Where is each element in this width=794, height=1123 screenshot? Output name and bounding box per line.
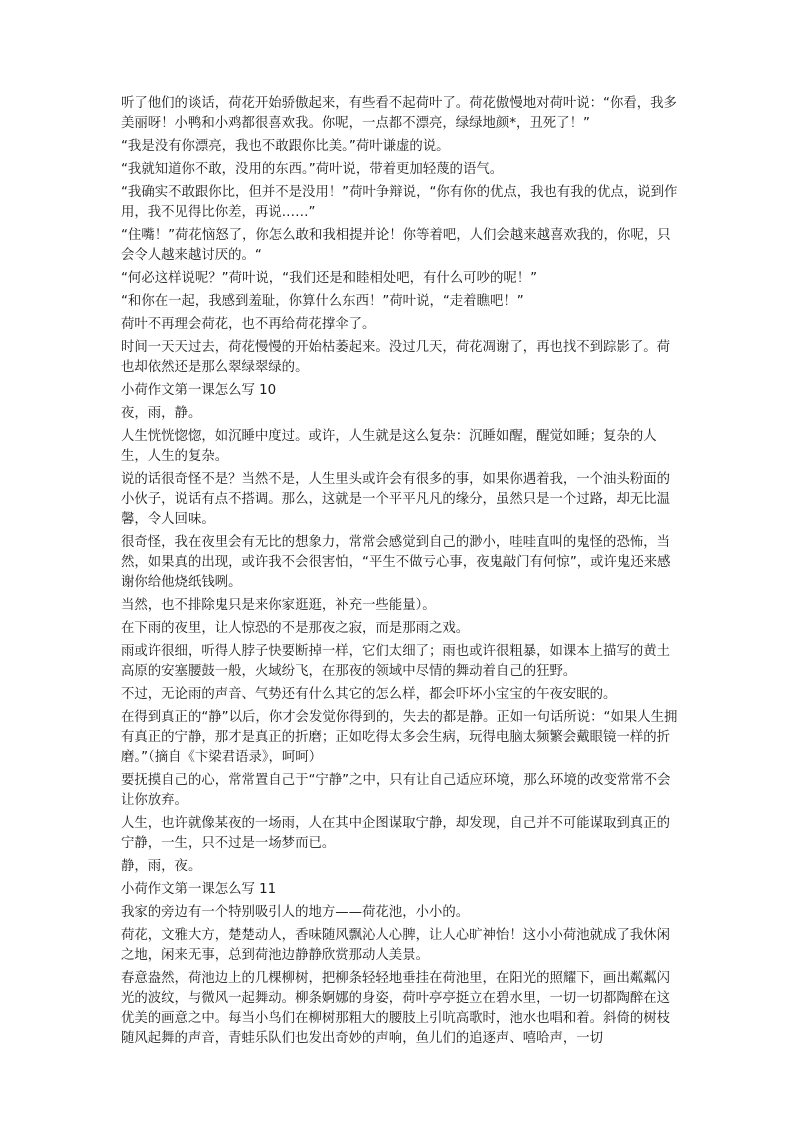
paragraph: 要抚摸自己的心，常常置自己于“宁静”之中，只有让自己适应环境，那么环境的改变常常不会让你放弃。 — [121, 773, 671, 808]
paragraph: 不过，无论雨的声音、气势还有什么其它的怎么样，都会吓坏小宝宝的午夜安眠的。 — [121, 687, 617, 702]
paragraph: 在得到真正的“静”以后，你才会发觉你得到的，失去的都是静。正如一句话所说：“如果人生拥有真正的宁静，那才是真正的折磨；正如吃得太多会生病，玩得电脑太频繁会戴眼镜一样的折磨。”（摘自《卞梁君语录》，呵呵） — [121, 710, 678, 765]
paragraph: 我家的旁边有一个特别吸引人的地方——荷花池，小小的。 — [121, 905, 470, 920]
paragraph: “我就知道你不敢，没用的东西。”荷叶说，带着更加轻蔑的语气。 — [121, 162, 504, 177]
paragraph: 荷花，文雅大方，楚楚动人，香味随风飘沁人心脾，让人心旷神怡！这小小荷池就成了我休闲之地，闲来无事，总到荷池边静静欣赏那动人美景。 — [121, 928, 671, 963]
paragraph: 荷叶不再理会荷花，也不再给荷花撑伞了。 — [121, 317, 376, 332]
paragraph: 时间一天天过去，荷花慢慢的开始枯萎起来。没过几天，荷花凋谢了，再也找不到踪影了。荷也却依然还是那么翠绿翠绿的。 — [121, 340, 671, 375]
paragraph: “我是没有你漂亮，我也不敢跟你比美。”荷叶谦虚的说。 — [121, 139, 450, 154]
paragraph: 静，雨，夜。 — [121, 859, 202, 874]
section-heading: 小荷作文第一课怎么写 11 — [121, 882, 277, 897]
paragraph: 夜，雨，静。 — [121, 406, 202, 421]
paragraph: 当然，也不排除鬼只是来你家逛逛，补充一些能量）。 — [121, 598, 436, 613]
paragraph: 说的话很奇怪不是？当然不是，人生里头或许会有很多的事，如果你遇着我，一个油头粉面的小伙子，说话有点不搭调。那么，这就是一个平平凡凡的缘分，虽然只是一个过路，却无比温馨，令人回味。 — [121, 472, 671, 527]
paragraph: “何必这样说呢？”荷叶说，“我们还是和睦相处吧，有什么可吵的呢！” — [121, 271, 538, 286]
paragraph: 很奇怪，我在夜里会有无比的想象力，常常会感觉到自己的渺小，哇哇直叫的鬼怪的恐怖，当然，如果真的出现，或许我不会很害怕，“平生不做亏心事，夜鬼敲门有何惊”，或许鬼还来感谢你给他烧纸钱咧。 — [121, 535, 671, 590]
paragraph: “住嘴！”荷花恼怒了，你怎么敢和我相提并论！你等着吧，人们会越来越喜欢我的，你呢，只会令人越来越讨厌的。“ — [121, 228, 671, 263]
paragraph: “我确实不敢跟你比，但并不是没用！”荷叶争辩说，“你有你的优点，我也有我的优点，说到作用，我不见得比你差，再说……” — [121, 185, 678, 220]
paragraph: 春意盎然，荷池边上的几棵柳树，把柳条轻轻地垂挂在荷池里，在阳光的照耀下，画出粼粼闪光的波纹，与微风一起舞动。柳条婀娜的身姿，荷叶亭亭挺立在碧水里，一切一切都陶醉在这优美的画意之中。每当小鸟们在柳树那粗大的腰肢上引吭高歌时，池水也唱和着。斜倚的树枝随风起舞的声音，青蛙乐队们也发出奇妙的声响，鱼儿们的追逐声、嘻哈声，一切 — [121, 971, 671, 1046]
paragraph: “和你在一起，我感到羞耻，你算什么东西！”荷叶说，“走着瞧吧！” — [121, 294, 524, 309]
paragraph: 人生，也许就像某夜的一场雨，人在其中企图谋取宁静，却发现，自己并不可能谋取到真正的宁静，一生，只不过是一场梦而已。 — [121, 816, 671, 851]
paragraph: 人生恍恍惚惚，如沉睡中度过。或许，人生就是这么复杂：沉睡如醒，醒觉如睡；复杂的人生，人生的复杂。 — [121, 429, 657, 464]
section-heading: 小荷作文第一课怎么写 10 — [121, 383, 277, 398]
document-body — [121, 94, 681, 1052]
paragraph: 在下雨的夜里，让人惊恐的不是那夜之寂，而是那雨之戏。 — [121, 621, 470, 636]
paragraph: 雨或许很细，听得人脖子快要断掉一样，它们太细了；雨也或许很粗暴，如课本上描写的黄土高原的安塞腰鼓一般，火域纷飞，在那夜的领域中尽情的舞动着自己的狂野。 — [121, 644, 671, 679]
paragraph: 听了他们的谈话，荷花开始骄傲起来，有些看不起荷叶了。荷花傲慢地对荷叶说：“你看，我多美丽呀！小鸭和小鸡都很喜欢我。你呢，一点都不漂亮，绿绿地颜*，丑死了！” — [121, 96, 677, 131]
